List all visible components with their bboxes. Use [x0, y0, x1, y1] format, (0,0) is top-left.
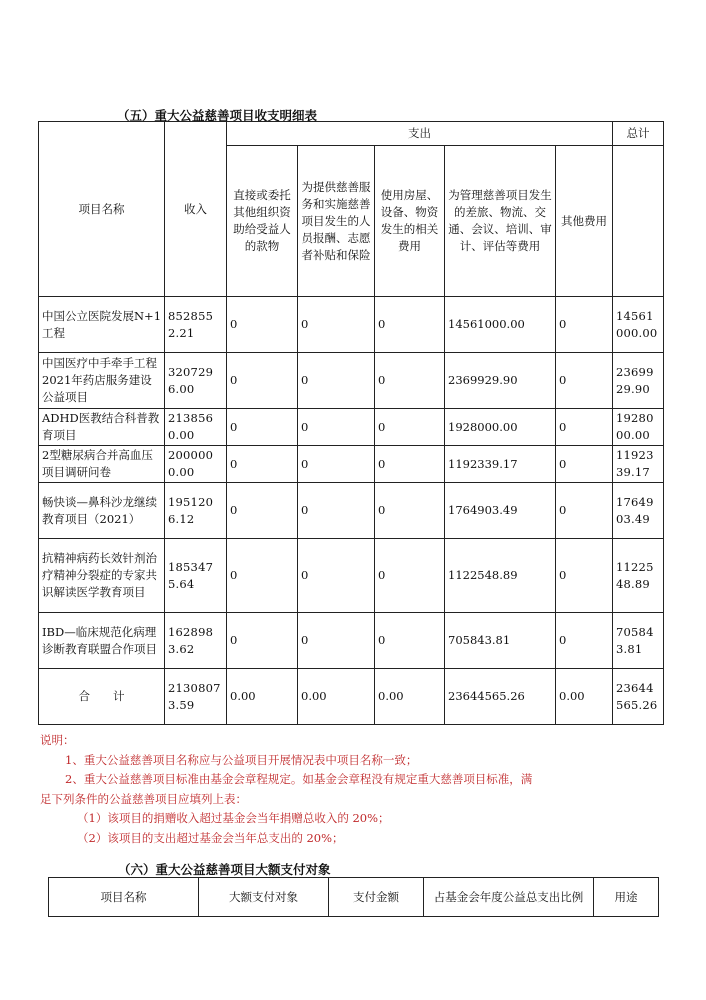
- service-cell: 0: [298, 297, 375, 353]
- header-management-costs: 为管理慈善项目发生的差旅、物流、交通、会议、培训、审计、评估等费用: [445, 146, 556, 297]
- table-row: [39, 297, 664, 353]
- management-cell: 14561000.00: [445, 297, 556, 353]
- management-cell: 1764903.49: [445, 483, 556, 539]
- management-cell: 1928000.00: [445, 409, 556, 446]
- project-name-cell: 中国医疗中手牵手工程2021年药店服务建设公益项目: [39, 353, 165, 409]
- table-row: [39, 409, 664, 446]
- income-cell: 1951206.12: [165, 483, 227, 539]
- property-cell: 0: [375, 483, 445, 539]
- table-row: [39, 613, 664, 669]
- management-cell: 2369929.90: [445, 353, 556, 409]
- direct-cell: 0: [227, 613, 298, 669]
- header-amount: 支付金额: [329, 878, 424, 917]
- notes-section: [40, 731, 670, 848]
- header-project-name-2: 项目名称: [49, 878, 199, 917]
- total-cell: 705843.81: [613, 613, 664, 669]
- property-cell: 0: [375, 539, 445, 613]
- project-name-cell: IBD—临床规范化病理诊断教育联盟合作项目: [39, 613, 165, 669]
- income-cell: 3207296.00: [165, 353, 227, 409]
- direct-cell: 0: [227, 446, 298, 483]
- other-cell: 0: [556, 446, 613, 483]
- property-cell: 0: [375, 297, 445, 353]
- project-name-cell: 中国公立医院发展N+1工程: [39, 297, 165, 353]
- expenditure-detail-table: [38, 121, 664, 725]
- total-cell: 14561000.00: [613, 297, 664, 353]
- direct-cell: 0: [227, 409, 298, 446]
- note-line-2a: 2、重大公益慈善项目标准由基金会章程规定。如基金会章程没有规定重大慈善项目标准，满: [65, 772, 533, 786]
- property-cell: 0: [375, 409, 445, 446]
- project-name-cell: 畅快谈—鼻科沙龙继续教育项目（2021）: [39, 483, 165, 539]
- header-ratio: 占基金会年度公益总支出比例: [424, 878, 594, 917]
- management-cell: 705843.81: [445, 613, 556, 669]
- total-cell: 1122548.89: [613, 539, 664, 613]
- header-property-costs: 使用房屋、设备、物资发生的相关费用: [375, 146, 445, 297]
- income-cell: 2000000.00: [165, 446, 227, 483]
- other-cell: 0: [556, 409, 613, 446]
- income-cell: 1853475.64: [165, 539, 227, 613]
- direct-cell: 0: [227, 483, 298, 539]
- note-line-1: 1、重大公益慈善项目名称应与公益项目开展情况表中项目名称一致；: [65, 752, 418, 767]
- other-cell: 0: [556, 353, 613, 409]
- project-name-cell: ADHD医教结合科普教育项目: [39, 409, 165, 446]
- direct-cell: 0: [227, 539, 298, 613]
- direct-cell: 0: [227, 353, 298, 409]
- other-cell: 0: [556, 613, 613, 669]
- project-name-cell: 抗精神病药长效针剂治疗精神分裂症的专家共识解读医学教育项目: [39, 539, 165, 613]
- table-row: [39, 539, 664, 613]
- header-expenditure: 支出: [227, 122, 613, 146]
- note-line-4: （2）该项目的支出超过基金会当年总支出的 20%；: [77, 830, 344, 845]
- service-cell: 0: [298, 483, 375, 539]
- table-row: [39, 483, 664, 539]
- large-payment-table: [48, 877, 659, 917]
- total-property-cell: 0.00: [375, 669, 445, 725]
- section5-title: （五）重大公益慈善项目收支明细表: [117, 108, 318, 123]
- header-project-name: 项目名称: [39, 122, 165, 297]
- service-cell: 0: [298, 446, 375, 483]
- total-direct-cell: 0.00: [227, 669, 298, 725]
- service-cell: 0: [298, 539, 375, 613]
- header-direct-grants: 直接或委托其他组织资助给受益人的款物: [227, 146, 298, 297]
- header-total: 总计: [613, 122, 664, 146]
- total-service-cell: 0.00: [298, 669, 375, 725]
- income-cell: 2138560.00: [165, 409, 227, 446]
- header-payee: 大额支付对象: [199, 878, 329, 917]
- header-total-blank: [613, 146, 664, 297]
- total-management-cell: 23644565.26: [445, 669, 556, 725]
- direct-cell: 0: [227, 297, 298, 353]
- project-name-cell: 2型糖尿病合并高血压项目调研问卷: [39, 446, 165, 483]
- property-cell: 0: [375, 613, 445, 669]
- header-purpose: 用途: [594, 878, 659, 917]
- service-cell: 0: [298, 613, 375, 669]
- other-cell: 0: [556, 539, 613, 613]
- total-cell: 1192339.17: [613, 446, 664, 483]
- service-cell: 0: [298, 409, 375, 446]
- table-row: [39, 446, 664, 483]
- note-line-3: （1）该项目的捐赠收入超过基金会当年捐赠总收入的 20%；: [77, 811, 390, 825]
- header-income: 收入: [165, 122, 227, 297]
- table-row: [39, 353, 664, 409]
- management-cell: 1122548.89: [445, 539, 556, 613]
- income-cell: 8528552.21: [165, 297, 227, 353]
- total-cell: 1928000.00: [613, 409, 664, 446]
- other-cell: 0: [556, 297, 613, 353]
- management-cell: 1192339.17: [445, 446, 556, 483]
- total-label-cell: 合 计: [39, 669, 165, 725]
- service-cell: 0: [298, 353, 375, 409]
- header-other-costs: 其他费用: [556, 146, 613, 297]
- total-other-cell: 0.00: [556, 669, 613, 725]
- section6-title: （六）重大公益慈善项目大额支付对象: [118, 862, 331, 877]
- header-row: [49, 878, 659, 917]
- total-row: [39, 669, 664, 725]
- other-cell: 0: [556, 483, 613, 539]
- notes-heading: 说明：: [40, 733, 75, 747]
- grand-total-cell: 23644565.26: [613, 669, 664, 725]
- property-cell: 0: [375, 446, 445, 483]
- total-cell: 2369929.90: [613, 353, 664, 409]
- header-service-costs: 为提供慈善服务和实施慈善项目发生的人员报酬、志愿者补贴和保险: [298, 146, 375, 297]
- total-cell: 1764903.49: [613, 483, 664, 539]
- total-income-cell: 21308073.59: [165, 669, 227, 725]
- note-line-2b: 足下列条件的公益慈善项目应填列上表：: [40, 791, 247, 806]
- income-cell: 1628983.62: [165, 613, 227, 669]
- property-cell: 0: [375, 353, 445, 409]
